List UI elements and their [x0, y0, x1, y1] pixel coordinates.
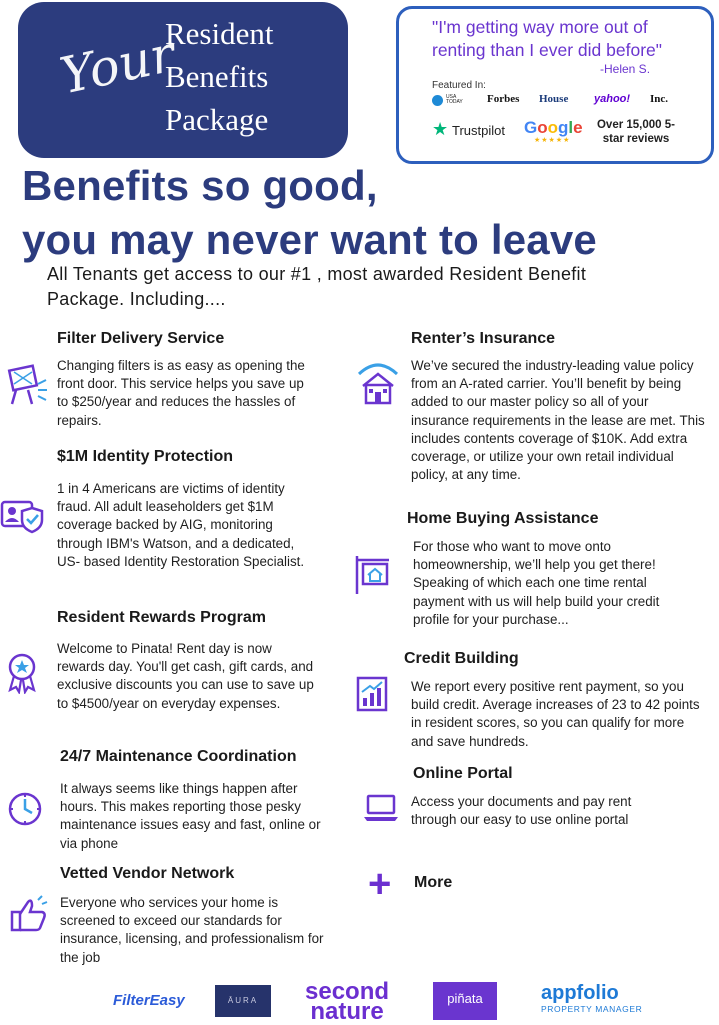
- usa-today-logo-icon: [432, 95, 443, 106]
- laptop-icon: [362, 793, 400, 823]
- aura-logo: ĀURA: [215, 985, 271, 1017]
- section-body-home-buying: For those who want to move onto homeownership, we’ll help you get there! Speaking of which each one time rental payment with us will help build your credit profile for your purchase...: [413, 539, 660, 627]
- section-title-maintenance: 24/7 Maintenance Coordination: [60, 748, 297, 765]
- header-line-2: Benefits: [165, 59, 269, 94]
- clock-icon: [6, 790, 44, 828]
- thumbs-up-icon: [8, 894, 50, 936]
- section-title-home-buying: Home Buying Assistance: [407, 510, 599, 527]
- home-sign-icon: [353, 554, 393, 596]
- section-body-vendor-network: Everyone who services your home is screened to exceed our standards for insurance, licensing, and professionalism for the job: [60, 895, 324, 965]
- award-ribbon-icon: [4, 652, 40, 694]
- section-title-credit-building: Credit Building: [404, 650, 519, 667]
- usa-today-logo: USA TODAY: [446, 94, 463, 105]
- headline-line-1: Benefits so good,: [22, 162, 378, 209]
- house-logo: House: [539, 93, 569, 105]
- section-title-identity-protection: $1M Identity Protection: [57, 448, 234, 465]
- section-body-filter-delivery: Changing filters is as easy as opening the front door. This service helps you save up to $250/year and reduces the hassles of repairs.: [57, 358, 305, 428]
- featured-label: Featured In:: [432, 80, 486, 91]
- trustpilot-star-icon: ★: [432, 119, 449, 139]
- house-umbrella-icon: [355, 360, 401, 408]
- section-title-rewards: Resident Rewards Program: [57, 609, 266, 626]
- id-shield-icon: [0, 496, 46, 536]
- appfolio-logo: appfolio: [541, 982, 619, 1004]
- appfolio-logo-subtitle: PROPERTY MANAGER: [541, 1004, 643, 1014]
- testimonial-author: -Helen S.: [600, 62, 651, 76]
- header-line-1: Resident: [165, 16, 274, 51]
- pinata-logo: piñata: [433, 982, 497, 1020]
- section-title-renters-insurance: Renter’s Insurance: [411, 330, 556, 347]
- filtereasy-logo: FilterEasy: [113, 992, 185, 1009]
- section-body-renters-insurance: We’ve secured the industry-leading value policy from an A-rated carrier. You’ll benefit by being added to our master policy so all of your insurance requirements in the lease are met. This includes contents coverage of $10K. Add extra coverage, or utilize your own retail individual policy, at any time.: [411, 358, 705, 483]
- inc-logo: Inc.: [650, 93, 669, 105]
- plus-icon: +: [368, 862, 392, 906]
- second-nature-logo-line-2: nature: [310, 998, 384, 1025]
- google-stars: ★★★★★: [534, 137, 571, 144]
- second-nature-logo: [305, 978, 390, 1025]
- section-body-maintenance: It always seems like things happen after hours. This makes reporting those pesky maintenance issues easy and fast, online or via phone: [60, 781, 321, 851]
- section-title-online-portal: Online Portal: [413, 765, 513, 782]
- section-body-credit-building: We report every positive rent payment, so you build credit. Average increases of 23 to 42 points in resident scores, so you can qualify for more and save hundreds.: [411, 679, 700, 749]
- trustpilot-logo: Trustpilot: [452, 123, 505, 138]
- section-body-rewards: Welcome to Pinata! Rent day is now rewards day. You'll get cash, gift cards, and exclusive discounts you can use to save up to $4500/year on everyday expenses.: [57, 641, 314, 711]
- more-label: More: [414, 874, 453, 891]
- yahoo-logo: yahoo!: [594, 93, 631, 105]
- header-script-word: Your: [55, 24, 180, 106]
- section-body-identity-protection: 1 in 4 Americans are victims of identity fraud. All adult leaseholders get $1M coverage backed by AIG, monitoring through IBM's Watson, and a dedicated, US- based Identity Restoration Specialist.: [57, 481, 305, 569]
- headline-line-2: you may never want to leave: [22, 216, 597, 263]
- reviews-count: Over 15,000 5-star reviews: [596, 119, 675, 145]
- bar-chart-icon: [356, 676, 388, 712]
- section-title-filter-delivery: Filter Delivery Service: [57, 330, 225, 347]
- second-nature-logo-line-1: second: [305, 978, 390, 1005]
- section-title-vendor-network: Vetted Vendor Network: [60, 865, 235, 882]
- section-body-online-portal: Access your documents and pay rent through our easy to use online portal: [411, 794, 632, 828]
- header-line-3: Package: [165, 102, 269, 137]
- google-logo: Google: [524, 118, 583, 137]
- filter-box-icon: [2, 362, 50, 410]
- intro-text: All Tenants get access to our #1 , most awarded Resident Benefit Package. Including....: [47, 264, 587, 309]
- forbes-logo: Forbes: [487, 93, 520, 105]
- testimonial-quote: "I'm getting way more out of renting than I ever did before": [432, 17, 662, 60]
